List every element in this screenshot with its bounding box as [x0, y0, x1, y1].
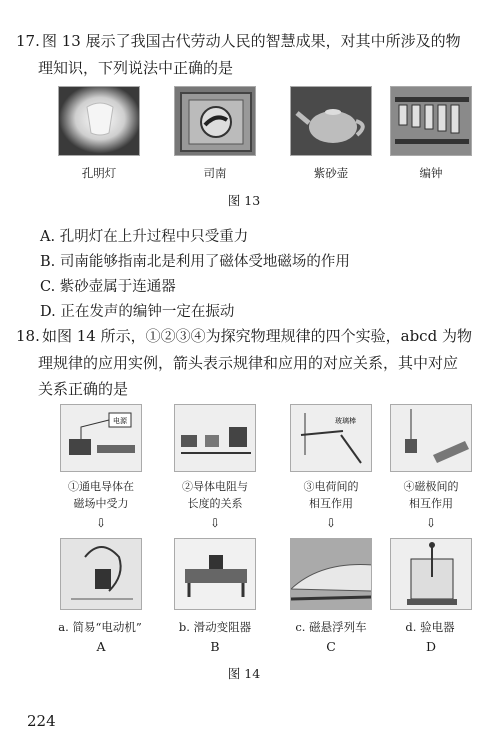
q18-line3: 关系正确的是	[38, 380, 129, 398]
magnet-poles-icon	[391, 405, 472, 472]
application-c-caption: c. 磁悬浮列车	[295, 620, 367, 634]
experiment-3-caption-line2: 相互作用	[309, 497, 353, 510]
q18-line1	[16, 326, 472, 346]
figure-14-label: 图 14	[227, 666, 261, 681]
experiment-2-caption-line2: 长度的关系	[187, 497, 243, 510]
teapot-icon	[291, 87, 372, 156]
application-a-image	[60, 538, 142, 610]
q17-option-c: C. 紫砂壶属于连通器	[40, 279, 176, 295]
rheostat-icon	[175, 539, 256, 610]
chime-bells-icon	[391, 87, 472, 156]
application-b-image	[174, 538, 256, 610]
q17-line1	[16, 31, 461, 51]
application-b-caption: b. 滑动变阻器	[178, 620, 252, 634]
caption-compass: 司南	[203, 166, 227, 180]
experiment-1-image	[60, 404, 142, 472]
answer-letter-c: C	[326, 639, 336, 654]
compass-image	[174, 86, 256, 156]
label-power-source: 电源	[113, 417, 127, 425]
resistance-circuit-icon	[175, 405, 256, 472]
sky-lantern-icon	[59, 87, 140, 156]
teapot-image	[290, 86, 372, 156]
experiment-4-caption	[385, 478, 477, 512]
q17-option-b: B. 司南能够指南北是利用了磁体受地磁场的作用	[40, 254, 350, 270]
q17-option-a: A. 孔明灯在上升过程中只受重力	[40, 229, 249, 245]
sky-lantern-image	[58, 86, 140, 156]
figure-13-label: 图 13	[227, 193, 261, 208]
simple-motor-icon	[61, 539, 142, 610]
experiment-4-caption-line1: ④磁极间的	[403, 480, 459, 493]
application-d-caption: d. 验电器	[405, 620, 455, 634]
experiment-2-image	[174, 404, 256, 472]
experiment-4-caption-line2: 相互作用	[409, 497, 453, 510]
answer-letter-b: B	[210, 639, 220, 654]
electroscope-icon	[391, 539, 472, 610]
experiment-2-caption-line1: ②导体电阻与	[182, 480, 248, 493]
caption-chime-bells: 编钟	[419, 166, 443, 180]
down-arrow-icon: ⇩	[209, 516, 221, 530]
label-glass-rod: 玻璃棒	[335, 417, 356, 425]
q18-text-1: 如图 14 所示，①②③④为探究物理规律的四个实验，abcd 为物	[42, 327, 472, 345]
application-d-image	[390, 538, 472, 610]
q17-number: 17.	[16, 32, 40, 50]
experiment-3-image	[290, 404, 372, 472]
electric-charge-icon	[291, 405, 372, 472]
experiment-4-image	[390, 404, 472, 472]
experiment-3-caption-line1: ③电荷间的	[303, 480, 359, 493]
down-arrow-icon: ⇩	[95, 516, 107, 530]
down-arrow-icon: ⇩	[425, 516, 437, 530]
caption-sky-lantern: 孔明灯	[81, 166, 117, 180]
experiment-1-caption	[55, 478, 147, 512]
answer-letter-a: A	[96, 639, 106, 654]
q18-number: 18.	[16, 327, 40, 345]
down-arrow-icon: ⇩	[325, 516, 337, 530]
experiment-3-caption	[285, 478, 377, 512]
caption-teapot: 紫砂壶	[313, 166, 349, 180]
page-number: 224	[27, 712, 56, 730]
q18-line2: 理规律的应用实例，箭头表示规律和应用的对应关系，其中对应	[38, 354, 459, 372]
magnet-circuit-icon	[61, 405, 142, 472]
q17-option-d: D. 正在发声的编钟一定在振动	[40, 304, 235, 320]
application-a-caption: a. 简易“电动机”	[58, 620, 142, 634]
experiment-1-caption-line2: 磁场中受力	[73, 497, 129, 510]
maglev-train-icon	[291, 539, 372, 610]
q17-text-1: 图 13 展示了我国古代劳动人民的智慧成果，对其中所涉及的物	[42, 32, 461, 50]
application-c-image	[290, 538, 372, 610]
experiment-1-caption-line1: ①通电导体在	[68, 480, 134, 493]
answer-letter-d: D	[425, 639, 437, 654]
compass-icon	[175, 87, 256, 156]
experiment-2-caption	[169, 478, 261, 512]
q17-line2: 理知识，下列说法中正确的是	[38, 59, 234, 77]
chime-bells-image	[390, 86, 472, 156]
